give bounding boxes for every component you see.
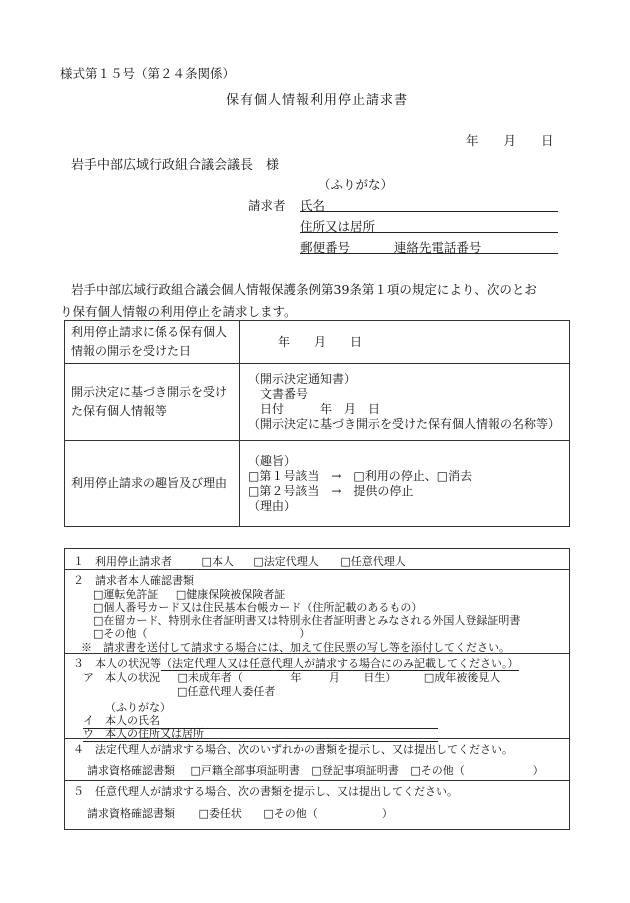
disclosed-info-label: 開示決定に基づき開示を受けた保有個人情報等 bbox=[65, 364, 240, 441]
principal-address-field[interactable] bbox=[83, 725, 438, 742]
birth-month-label: 月 bbox=[328, 671, 340, 684]
section-3-divider bbox=[65, 653, 569, 654]
section-4-docs-label: 請求資格確認書類 bbox=[87, 764, 175, 777]
section-1 bbox=[73, 553, 406, 569]
document-number-label: 文書番号 bbox=[260, 387, 309, 401]
drivers-license-checkbox[interactable]: □運転免許証 bbox=[93, 588, 159, 601]
received-date-label: 利用停止請求に係る保有個人情報の開示を受けた日 bbox=[65, 321, 240, 364]
section-4-title: ４ 法定代理人が請求する場合、次のいずれかの書類を提示し、又は提出してください。 bbox=[73, 743, 513, 756]
principal-status-row bbox=[83, 669, 500, 685]
section-1-label: １ 利用停止請求者 bbox=[73, 555, 172, 568]
family-register-checkbox[interactable]: □戸籍全部事項証明書 bbox=[190, 764, 300, 777]
addressee: 岩手中部広域行政組合議会議長 様 bbox=[71, 158, 280, 173]
section-4-docs-row bbox=[87, 762, 544, 778]
residence-card-checkbox[interactable]: □在留カード、特別永住者証明書又は特別永住者証明書とみなされる外国人登録証明書 bbox=[93, 614, 521, 627]
section-5-docs-row bbox=[87, 805, 393, 821]
section-2-divider bbox=[65, 569, 569, 570]
requester-voluntary-agent-checkbox[interactable]: □任意代理人 bbox=[340, 555, 406, 568]
section-4-divider bbox=[65, 738, 569, 739]
section-5-other-close: ） bbox=[381, 807, 393, 820]
requester-address-field[interactable] bbox=[300, 217, 558, 233]
section-3-title: ３ 本人の状況等 bbox=[73, 657, 161, 670]
requester-name-field[interactable] bbox=[300, 196, 558, 212]
requester-contact-field[interactable] bbox=[300, 238, 558, 254]
principal-status-label: ア 本人の状況 bbox=[83, 671, 160, 684]
clause-1-option[interactable]: □第１号該当 → □利用の停止、□消去 bbox=[248, 468, 473, 483]
minor-checkbox[interactable]: □未成年者（ bbox=[177, 671, 243, 684]
registry-certificate-checkbox[interactable]: □登記事項証明書 bbox=[311, 764, 399, 777]
principal-furigana: （ふりがな） bbox=[105, 701, 171, 714]
purpose-reason-field[interactable] bbox=[240, 441, 570, 527]
health-insurance-checkbox[interactable]: □健康保険被保険者証 bbox=[175, 588, 286, 601]
section-5-other-checkbox[interactable]: □その他（ bbox=[263, 807, 318, 820]
requester-furigana: （ふりがな） bbox=[318, 177, 394, 192]
power-of-attorney-checkbox[interactable]: □委任状 bbox=[198, 807, 242, 820]
voluntary-principal-checkbox[interactable]: □任意代理人委任者 bbox=[177, 685, 276, 698]
mailing-note: ※ 請求書を送付して請求する場合には、加えて住民票の写し等を添付してください。 bbox=[81, 641, 510, 654]
intro-line-1: 岩手中部広域行政組合議会個人情報保護条例第39条第１項の規定により、次のとお bbox=[71, 282, 537, 297]
section-4-other-close: ） bbox=[532, 764, 544, 777]
received-date-field[interactable] bbox=[240, 321, 570, 364]
section-4-other-checkbox[interactable]: □その他（ bbox=[410, 764, 465, 777]
section-5-docs-label: 請求資格確認書類 bbox=[87, 807, 175, 820]
section-5-title: ５ 任意代理人が請求する場合、次の書類を提示し、又は提出してください。 bbox=[73, 785, 458, 798]
section-5-divider bbox=[65, 780, 569, 781]
birth-day-label: 日生） bbox=[363, 671, 397, 684]
reason-heading: （理由） bbox=[248, 498, 297, 513]
name-label: 氏名 bbox=[300, 198, 326, 213]
clause-2-option[interactable]: □第２号該当 → 提供の停止 bbox=[248, 483, 414, 498]
purpose-heading: （趣旨） bbox=[248, 453, 297, 468]
other-document-label: □その他（ bbox=[93, 627, 148, 640]
principal-name-label: イ 本人の氏名 bbox=[83, 712, 438, 729]
info-name-heading: （開示決定に基づき開示を受けた保有個人情報の名称等） bbox=[248, 417, 561, 431]
postal-label: 郵便番号 bbox=[300, 240, 351, 255]
section-3-title-note: （法定代理人又は任意代理人が請求する場合にのみ記載してください。） bbox=[161, 657, 519, 670]
document-date-label: 日付 年 月 日 bbox=[260, 402, 381, 416]
date-line: 年 月 日 bbox=[466, 133, 554, 148]
form-number: 様式第１５号（第２４条関係） bbox=[60, 66, 236, 81]
address-label: 住所又は居所 bbox=[300, 219, 376, 234]
my-number-card-checkbox[interactable]: □個人番号カード又は住民基本台帳カード（住所記載のあるもの） bbox=[93, 601, 423, 614]
notice-heading: （開示決定通知書） bbox=[248, 372, 357, 386]
section-2-title: ２ 請求者本人確認書類 bbox=[73, 574, 194, 587]
intro-line-2: り保有個人情報の利用停止を請求します。 bbox=[60, 304, 297, 319]
received-date-value: 年 月 日 bbox=[278, 334, 363, 349]
other-document-close: ） bbox=[299, 627, 311, 640]
requester-label: 請求者 bbox=[248, 198, 286, 213]
requester-legal-agent-checkbox[interactable]: □法定代理人 bbox=[253, 555, 319, 568]
page-title: 保有個人情報利用停止請求書 bbox=[226, 93, 409, 108]
adult-ward-checkbox[interactable]: □成年被後見人 bbox=[423, 671, 501, 684]
purpose-reason-label: 利用停止請求の趣旨及び理由 bbox=[65, 441, 240, 527]
requester-self-checkbox[interactable]: □本人 bbox=[201, 555, 234, 568]
birth-year-label: 年 bbox=[290, 671, 302, 684]
request-table bbox=[64, 320, 570, 527]
requester-details-box bbox=[64, 548, 570, 830]
disclosed-info-field[interactable] bbox=[240, 364, 570, 441]
principal-address-label: ウ 本人の住所又は居所 bbox=[83, 725, 438, 742]
phone-label: 連絡先電話番号 bbox=[393, 240, 482, 255]
